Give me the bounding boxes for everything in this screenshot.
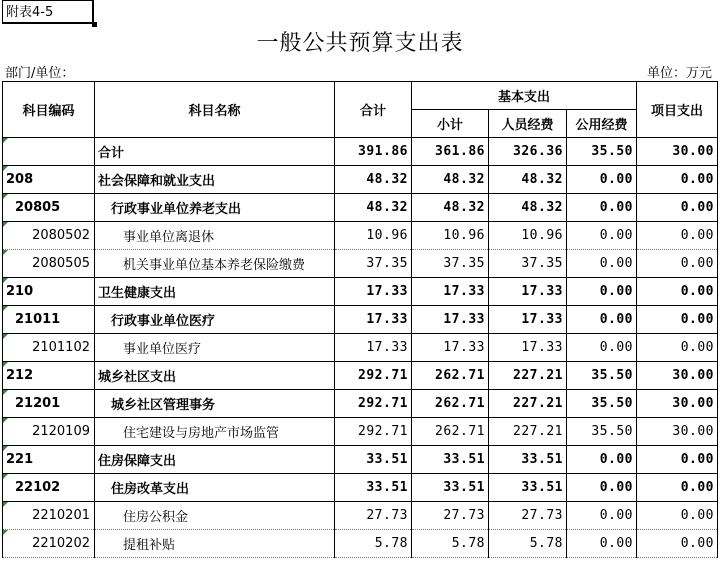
cell-subtotal[interactable]: 262.71 <box>412 418 489 446</box>
cell-total[interactable]: 10.96 <box>335 222 412 250</box>
table-row <box>3 502 718 530</box>
cell-error-marker-icon <box>3 474 8 479</box>
col-header-subtotal: 小计 <box>412 110 489 138</box>
cell-name[interactable]: 提租补贴 <box>95 530 335 558</box>
col-header-personnel: 人员经费 <box>489 110 567 138</box>
cell-public[interactable]: 0.00 <box>567 278 637 306</box>
page-title: 一般公共预算支出表 <box>256 31 464 56</box>
cell-project[interactable]: 0.00 <box>637 474 718 502</box>
cell-code[interactable]: 2210202 <box>3 530 95 558</box>
cell-total[interactable]: 48.32 <box>335 194 412 222</box>
cell-name[interactable]: 机关事业单位基本养老保险缴费 <box>95 250 335 278</box>
cell-personnel[interactable]: 33.51 <box>489 446 567 474</box>
cell-total[interactable]: 391.86 <box>335 138 412 166</box>
cell-error-marker-icon <box>3 222 8 227</box>
cell-personnel[interactable]: 326.36 <box>489 138 567 166</box>
cell-public[interactable]: 35.50 <box>567 390 637 418</box>
cell-personnel[interactable]: 5.78 <box>489 530 567 558</box>
cell-project[interactable]: 30.00 <box>637 418 718 446</box>
cell-code[interactable]: 212 <box>3 362 95 390</box>
department-label: 部门/单位： <box>5 66 75 81</box>
cell-code[interactable]: 21201 <box>3 390 95 418</box>
table-row <box>3 362 718 390</box>
cell-name[interactable]: 住房保障支出 <box>95 446 335 474</box>
cell-code[interactable]: 20805 <box>3 194 95 222</box>
cell-public[interactable]: 0.00 <box>567 222 637 250</box>
cell-error-marker-icon <box>3 278 8 283</box>
table-row <box>3 138 718 166</box>
table-row <box>3 474 718 502</box>
table-row <box>3 250 718 278</box>
cell-public[interactable]: 0.00 <box>567 446 637 474</box>
cell-total[interactable]: 292.71 <box>335 362 412 390</box>
cell-total[interactable]: 48.32 <box>335 166 412 194</box>
cell-public[interactable]: 35.50 <box>567 138 637 166</box>
cell-name[interactable]: 行政事业单位养老支出 <box>95 194 335 222</box>
col-header-public: 公用经费 <box>567 110 637 138</box>
cell-personnel[interactable]: 48.32 <box>489 166 567 194</box>
cell-project[interactable]: 0.00 <box>637 502 718 530</box>
cell-public[interactable]: 0.00 <box>567 194 637 222</box>
cell-personnel[interactable]: 27.73 <box>489 502 567 530</box>
cell-code[interactable]: 2080505 <box>3 250 95 278</box>
budget-table <box>2 81 718 558</box>
cell-personnel[interactable]: 227.21 <box>489 390 567 418</box>
cell-project[interactable]: 30.00 <box>637 362 718 390</box>
cell-total[interactable]: 27.73 <box>335 502 412 530</box>
cell-subtotal[interactable]: 262.71 <box>412 362 489 390</box>
table-row <box>3 530 718 558</box>
cell-personnel[interactable]: 17.33 <box>489 334 567 362</box>
cell-subtotal[interactable]: 33.51 <box>412 446 489 474</box>
cell-error-marker-icon <box>3 250 8 255</box>
cell-subtotal[interactable]: 10.96 <box>412 222 489 250</box>
cell-project[interactable]: 0.00 <box>637 530 718 558</box>
attachment-tag[interactable]: 附表4-5 <box>2 0 94 24</box>
cell-error-marker-icon <box>3 502 8 507</box>
cell-error-marker-icon <box>3 530 8 535</box>
cell-total[interactable]: 33.51 <box>335 446 412 474</box>
cell-personnel[interactable]: 48.32 <box>489 194 567 222</box>
cell-total[interactable]: 17.33 <box>335 334 412 362</box>
unit-label: 单位：万元 <box>646 66 712 81</box>
cell-personnel[interactable]: 227.21 <box>489 418 567 446</box>
col-header-basic: 基本支出 <box>412 82 637 110</box>
table-row <box>3 278 718 306</box>
cell-project[interactable]: 30.00 <box>637 138 718 166</box>
cell-name[interactable]: 住房公积金 <box>95 502 335 530</box>
cell-name[interactable]: 城乡社区管理事务 <box>95 390 335 418</box>
cell-personnel[interactable]: 10.96 <box>489 222 567 250</box>
cell-project[interactable]: 0.00 <box>637 306 718 334</box>
cell-name[interactable]: 城乡社区支出 <box>95 362 335 390</box>
cell-code[interactable]: 208 <box>3 166 95 194</box>
cell-code[interactable]: 2120109 <box>3 418 95 446</box>
cell-name[interactable]: 住房改革支出 <box>95 474 335 502</box>
cell-name[interactable]: 合计 <box>95 138 335 166</box>
cell-code[interactable]: 210 <box>3 278 95 306</box>
cell-code[interactable]: 2101102 <box>3 334 95 362</box>
cell-public[interactable]: 0.00 <box>567 306 637 334</box>
table-row <box>3 390 718 418</box>
cell-project[interactable]: 0.00 <box>637 222 718 250</box>
cell-subtotal[interactable]: 262.71 <box>412 390 489 418</box>
cell-public[interactable]: 35.50 <box>567 362 637 390</box>
cell-public[interactable]: 0.00 <box>567 530 637 558</box>
cell-code[interactable]: 2080502 <box>3 222 95 250</box>
table-row <box>3 194 718 222</box>
table-row <box>3 166 718 194</box>
cell-total[interactable]: 17.33 <box>335 306 412 334</box>
cell-public[interactable]: 0.00 <box>567 334 637 362</box>
cell-public[interactable]: 0.00 <box>567 474 637 502</box>
cell-error-marker-icon <box>3 194 8 199</box>
cell-code[interactable]: 22102 <box>3 474 95 502</box>
cell-total[interactable]: 292.71 <box>335 418 412 446</box>
table-row <box>3 446 718 474</box>
cell-personnel[interactable]: 227.21 <box>489 362 567 390</box>
cell-subtotal[interactable]: 17.33 <box>412 306 489 334</box>
cell-code[interactable] <box>3 138 95 166</box>
cell-project[interactable]: 0.00 <box>637 166 718 194</box>
cell-code[interactable]: 221 <box>3 446 95 474</box>
cell-name[interactable]: 住宅建设与房地产市场监管 <box>95 418 335 446</box>
cell-name[interactable]: 行政事业单位医疗 <box>95 306 335 334</box>
cell-name[interactable]: 社会保障和就业支出 <box>95 166 335 194</box>
cell-subtotal[interactable]: 5.78 <box>412 530 489 558</box>
cell-personnel[interactable]: 33.51 <box>489 474 567 502</box>
cell-public[interactable]: 35.50 <box>567 418 637 446</box>
cell-error-marker-icon <box>3 334 8 339</box>
table-row <box>3 306 718 334</box>
cell-subtotal[interactable]: 27.73 <box>412 502 489 530</box>
cell-error-marker-icon <box>3 390 8 395</box>
cell-error-marker-icon <box>3 138 8 143</box>
cell-name[interactable]: 事业单位医疗 <box>95 334 335 362</box>
cell-code[interactable]: 21011 <box>3 306 95 334</box>
cell-subtotal[interactable]: 361.86 <box>412 138 489 166</box>
cell-error-marker-icon <box>3 418 8 423</box>
col-header-name: 科目名称 <box>95 82 335 138</box>
cell-project[interactable]: 30.00 <box>637 390 718 418</box>
cell-total[interactable]: 17.33 <box>335 278 412 306</box>
cell-error-marker-icon <box>3 362 8 367</box>
cell-total[interactable]: 5.78 <box>335 530 412 558</box>
cell-project[interactable]: 0.00 <box>637 278 718 306</box>
table-row <box>3 222 718 250</box>
cell-subtotal[interactable]: 37.35 <box>412 250 489 278</box>
table-row <box>3 418 718 446</box>
col-header-total: 合计 <box>335 82 412 138</box>
cell-project[interactable]: 0.00 <box>637 334 718 362</box>
cell-total[interactable]: 292.71 <box>335 390 412 418</box>
cell-personnel[interactable]: 17.33 <box>489 306 567 334</box>
cell-error-marker-icon <box>3 166 8 171</box>
cell-public[interactable]: 0.00 <box>567 250 637 278</box>
cell-project[interactable]: 0.00 <box>637 250 718 278</box>
cell-error-marker-icon <box>3 446 8 451</box>
cell-error-marker-icon <box>3 306 8 311</box>
cell-subtotal[interactable]: 17.33 <box>412 278 489 306</box>
cell-personnel[interactable]: 37.35 <box>489 250 567 278</box>
cell-total[interactable]: 37.35 <box>335 250 412 278</box>
col-header-project: 项目支出 <box>637 82 718 138</box>
cell-public[interactable]: 0.00 <box>567 166 637 194</box>
cell-subtotal[interactable]: 48.32 <box>412 194 489 222</box>
cell-personnel[interactable]: 17.33 <box>489 278 567 306</box>
col-header-code: 科目编码 <box>3 82 95 138</box>
cell-public[interactable]: 0.00 <box>567 502 637 530</box>
table-row <box>3 334 718 362</box>
cell-name[interactable]: 事业单位离退休 <box>95 222 335 250</box>
cell-subtotal[interactable]: 48.32 <box>412 166 489 194</box>
cell-code[interactable]: 2210201 <box>3 502 95 530</box>
cell-name[interactable]: 卫生健康支出 <box>95 278 335 306</box>
cell-subtotal[interactable]: 33.51 <box>412 474 489 502</box>
cell-project[interactable]: 0.00 <box>637 446 718 474</box>
cell-subtotal[interactable]: 17.33 <box>412 334 489 362</box>
cell-total[interactable]: 33.51 <box>335 474 412 502</box>
cell-project[interactable]: 0.00 <box>637 194 718 222</box>
